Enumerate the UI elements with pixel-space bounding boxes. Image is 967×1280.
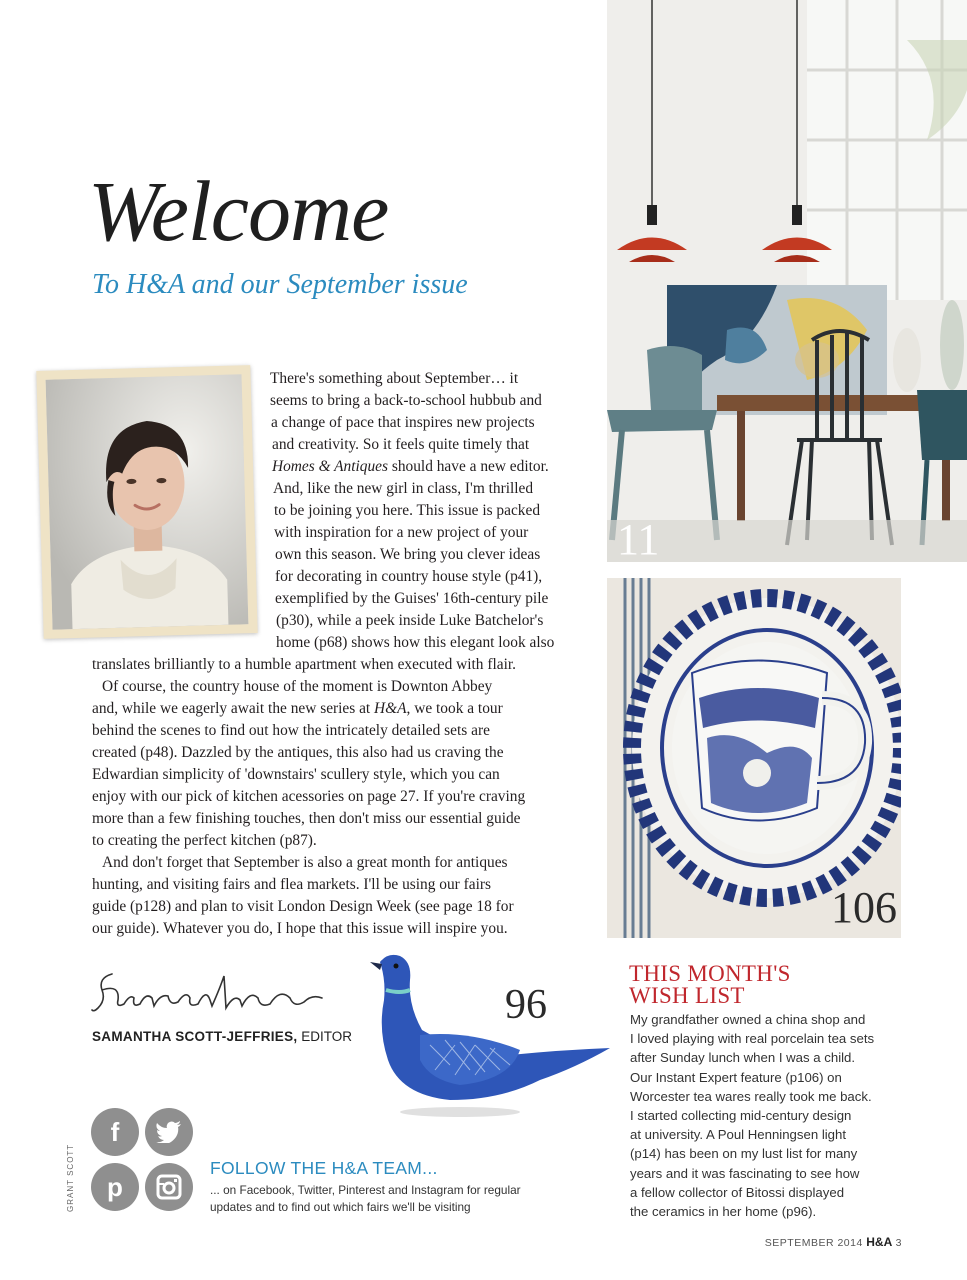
letter-line: exemplified by the Guises' 16th-century pile [275,590,549,607]
letter-line: own this season. We bring you clever ideas [275,546,541,563]
letter-body [92,654,525,940]
wishlist-line: My grandfather owned a china shop and [630,1012,866,1027]
wishlist-line: Our Instant Expert feature (p106) on [630,1069,842,1085]
facebook-icon[interactable]: f [91,1108,139,1156]
page-title: Welcome [88,163,389,259]
page-footer [720,1235,902,1249]
editor-name [92,1029,352,1044]
letter-line: guide (p128) and plan to visit London Design Week (see page 18 for [92,898,514,915]
letter-line: for decorating in country house style (p41), [275,568,543,585]
photo-credit: GRANT SCOTT [66,1143,75,1212]
wishlist-line: the ceramics in her home (p96). [630,1203,817,1219]
letter-line: Edwardian simplicity of 'downstairs' scullery style, which you can [92,766,500,783]
editor-signature [90,968,340,1021]
letter-line: (p30), while a peek inside Luke Batchelor's [276,612,544,629]
instagram-icon[interactable] [145,1163,193,1211]
letter-line: to creating the perfect kitchen (p87). [92,832,317,849]
footer-page-number: 3 [892,1237,902,1249]
letter-line: Of course, the country house of the moment is Downton Abbey [102,678,493,695]
footer-brand: H&A [866,1235,893,1249]
letter-line: And, like the new girl in class, I'm thrilled [273,480,534,497]
letter-line-part: and, while we eagerly await the new series at [92,700,375,717]
editor-role: EDITOR [297,1029,352,1044]
wishlist-line: Worcester tea wares really took me back. [630,1088,872,1104]
teacup-photo [607,578,901,938]
wishlist-line: at university. A Poul Henningsen light [630,1127,847,1143]
letter-line [92,698,525,720]
letter-line: created (p48). Dazzled by the antiques, this also had us craving the [92,744,504,761]
wishlist-title-line: WISH LIST [629,983,745,1008]
letter-line: And don't forget that September is also a great month for antiques [102,854,508,871]
follow-line: ... on Facebook, Twitter, Pinterest and Instagram for regular [210,1183,521,1197]
letter-line-part: , we took a tour [406,700,503,717]
footer-date: SEPTEMBER 2014 [764,1237,867,1249]
letter-line: a change of pace that inspires new projects [271,414,535,431]
wishlist-line: after Sunday lunch when I was a child. [630,1050,856,1066]
wishlist-line: (p14) has been on my lust list for many [630,1146,858,1162]
editor-name-bold: SAMANTHA SCOTT-JEFFRIES, [92,1029,298,1044]
wishlist-body [630,1010,874,1221]
letter-line: behind the scenes to find out how the intricately detailed sets are [92,722,490,739]
letter-line: with inspiration for a new project of your [274,524,529,541]
follow-body [210,1182,521,1216]
letter-line: to be joining you here. This issue is packed [274,502,541,519]
letter-intro [270,368,554,654]
letter-line: seems to bring a back-to-school hubbub and [270,392,542,409]
letter-line: our guide). Whatever you do, I hope that this issue will inspire you. [92,920,508,937]
wishlist-line: I started collecting mid-century design [630,1107,852,1123]
wishlist-line: years and it was fascinating to see how [630,1165,860,1181]
pinterest-icon[interactable]: p [91,1163,139,1211]
wishlist-title [629,963,791,1007]
editor-photo [36,365,257,639]
page-ref-11: 11 [617,515,660,562]
magazine-name: Homes & Antiques [272,458,388,475]
bird-ceramic-photo [360,950,615,1125]
wishlist-line: a fellow collector of Bitossi displayed [630,1184,845,1200]
brand-name: H&A [374,700,407,717]
kitchen-photo [607,0,967,562]
letter-line [270,456,554,478]
letter-line-rest: should have a new editor. [388,458,549,475]
letter-line: enjoy with our pick of kitchen acessories on page 27. If you're craving [92,788,526,805]
page-ref-106: 106 [831,883,897,932]
letter-line: hunting, and visiting fairs and flea markets. I'll be using our fairs [92,876,491,893]
wishlist-line: I loved playing with real porcelain tea sets [630,1031,875,1047]
letter-line: home (p68) shows how this elegant look also [276,634,555,651]
letter-line: and creativity. So it feels quite timely that [272,436,530,453]
page-subtitle: To H&A and our September issue [92,269,468,300]
wishlist-title-line: THIS MONTH'S [629,961,791,986]
letter-line: more than a few finishing touches, then don't miss our essential guide [92,810,521,827]
letter-line: translates brilliantly to a humble apartment when executed with flair. [92,656,516,673]
follow-line: updates and to find out which fairs we'll be visiting [210,1200,471,1214]
twitter-icon[interactable] [145,1108,193,1156]
page-ref-96: 96 [505,982,547,1028]
follow-title: FOLLOW THE H&A TEAM... [210,1158,438,1178]
letter-line: There's something about September… it [270,370,519,387]
